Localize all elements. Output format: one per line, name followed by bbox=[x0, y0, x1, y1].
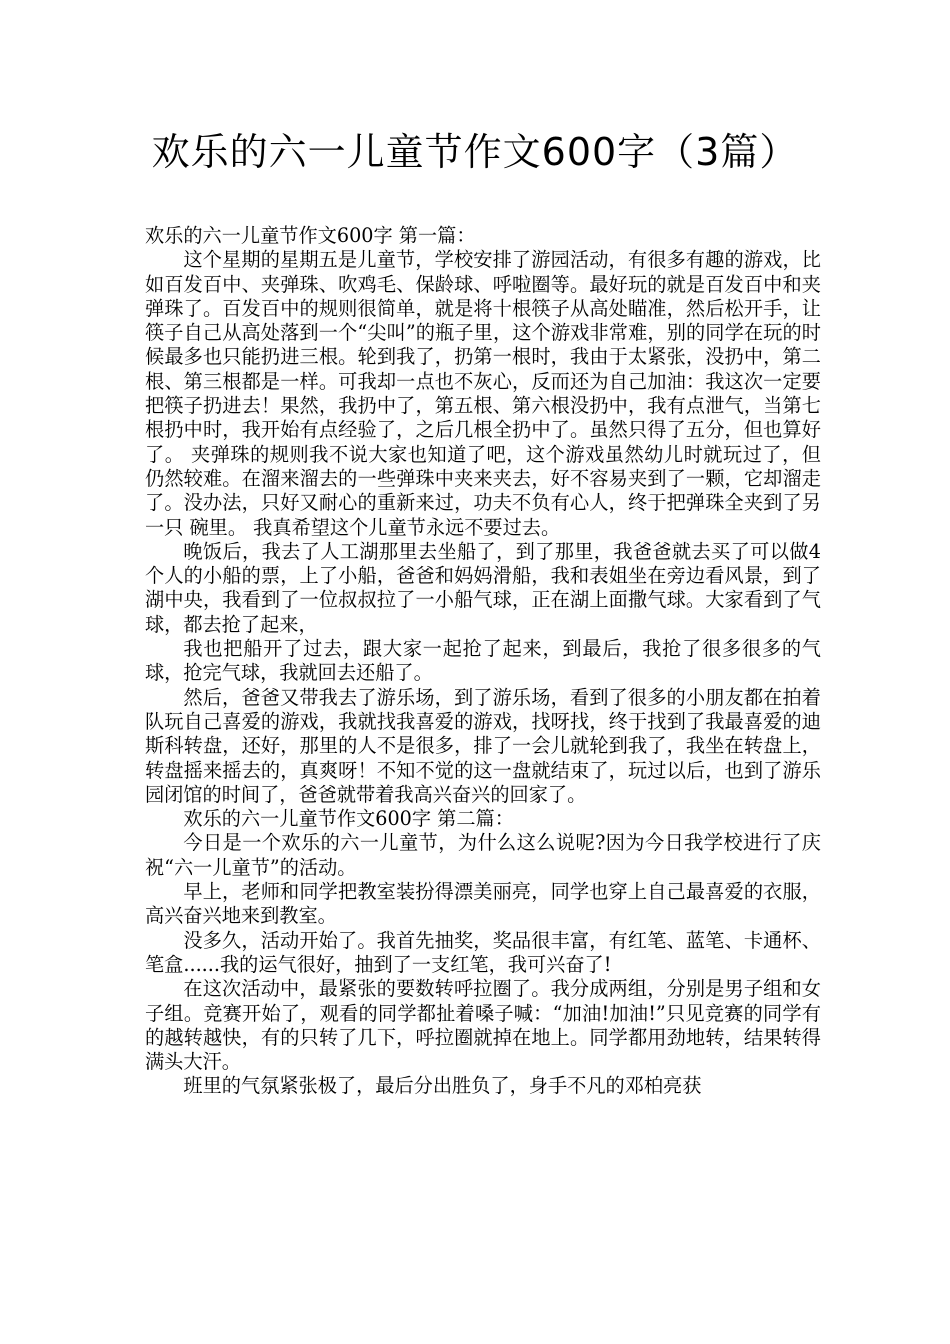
paragraph: 在这次活动中，最紧张的要数转呼拉圈了。我分成两组，分别是男子组和女子组。竞赛开始了，观看的同学都扯着嗓子喊：“加油!加油!”只见竞赛的同学有的越转越快，有的只转了几下，呼拉圈就掉在地上。同学都用劲地转，结果转得满头大汗。 bbox=[145, 977, 821, 1074]
paragraph: 然后，爸爸又带我去了游乐场，到了游乐场，看到了很多的小朋友都在拍着队玩自己喜爱的游戏，我就找我喜爱的游戏，找呀找，终于找到了我最喜爱的迪斯科转盘，还好，那里的人不是很多，排了一会儿就轮到我了，我坐在转盘上，转盘摇来摇去的，真爽呀！不知不觉的这一盘就结束了，玩过以后，也到了游乐园闭馆的时间了，爸爸就带着我高兴奋兴的回家了。 bbox=[145, 685, 821, 806]
paragraph: 没多久，活动开始了。我首先抽奖，奖品很丰富，有红笔、蓝笔、卡通杯、笔盒......我的运气很好，抽到了一支红笔，我可兴奋了! bbox=[145, 928, 821, 976]
document-body bbox=[145, 224, 821, 1099]
section-heading-second: 欢乐的六一儿童节作文600字 第二篇： bbox=[183, 807, 514, 831]
document-title: 欢乐的六一儿童节作文600字（3篇） bbox=[151, 130, 799, 174]
paragraph: 这个星期的星期五是儿童节，学校安排了游园活动，有很多有趣的游戏，比如百发百中、夹弹珠、吹鸡毛、保龄球、呼啦圈等。最好玩的就是百发百中和夹弹珠了。百发百中的规则很简单，就是将十根筷子从高处瞄准，然后松开手，让筷子自己从高处落到一个“尖叫”的瓶子里，这个游戏非常难，别的同学在玩的时候最多也只能扔进三根。轮到我了，扔第一根时，我由于太紧张，没扔中，第二根、第三根都是一样。可我却一点也不灰心，反而还为自己加油：我这次一定要把筷子扔进去！果然，我扔中了，第五根、第六根没扔中，我有点泄气，当第七根扔中时，我开始有点经验了，之后几根全扔中了。虽然只得了五分，但也算好了。 夹弹珠的规则我不说大家也知道了吧，这个游戏虽然幼儿时就玩过了，但仍然较难。在溜来溜去的一些弹珠中夹来夹去，好不容易夹到了一颗，它却溜走了。没办法，只好又耐心的重新来过，功夫不负有心人，终于把弹珠全夹到了另一只 碗里。 我真希望这个儿童节永远不要过去。 bbox=[145, 248, 821, 539]
paragraph: 早上，老师和同学把教室装扮得漂美丽亮，同学也穿上自己最喜爱的衣服，高兴奋兴地来到教室。 bbox=[145, 880, 821, 928]
paragraph: 今日是一个欢乐的六一儿童节，为什么这么说呢?因为今日我学校进行了庆祝“六一儿童节”的活动。 bbox=[145, 831, 821, 879]
section-heading-first: 欢乐的六一儿童节作文600字 第一篇： bbox=[145, 224, 476, 247]
paragraph: 班里的气氛紧张极了，最后分出胜负了，身手不凡的邓柏亮获 bbox=[183, 1074, 702, 1098]
paragraph: 晚饭后，我去了人工湖那里去坐船了，到了那里，我爸爸就去买了可以做4个人的小船的票，上了小船，爸爸和妈妈滑船，我和表姐坐在旁边看风景，到了湖中央，我看到了一位叔叔拉了一小船气球，正在湖上面撒气球。大家看到了气球，都去抢了起来， bbox=[145, 539, 821, 636]
paragraph: 我也把船开了过去，跟大家一起抢了起来，到最后，我抢了很多很多的气球，抢完气球，我就回去还船了。 bbox=[145, 637, 821, 685]
